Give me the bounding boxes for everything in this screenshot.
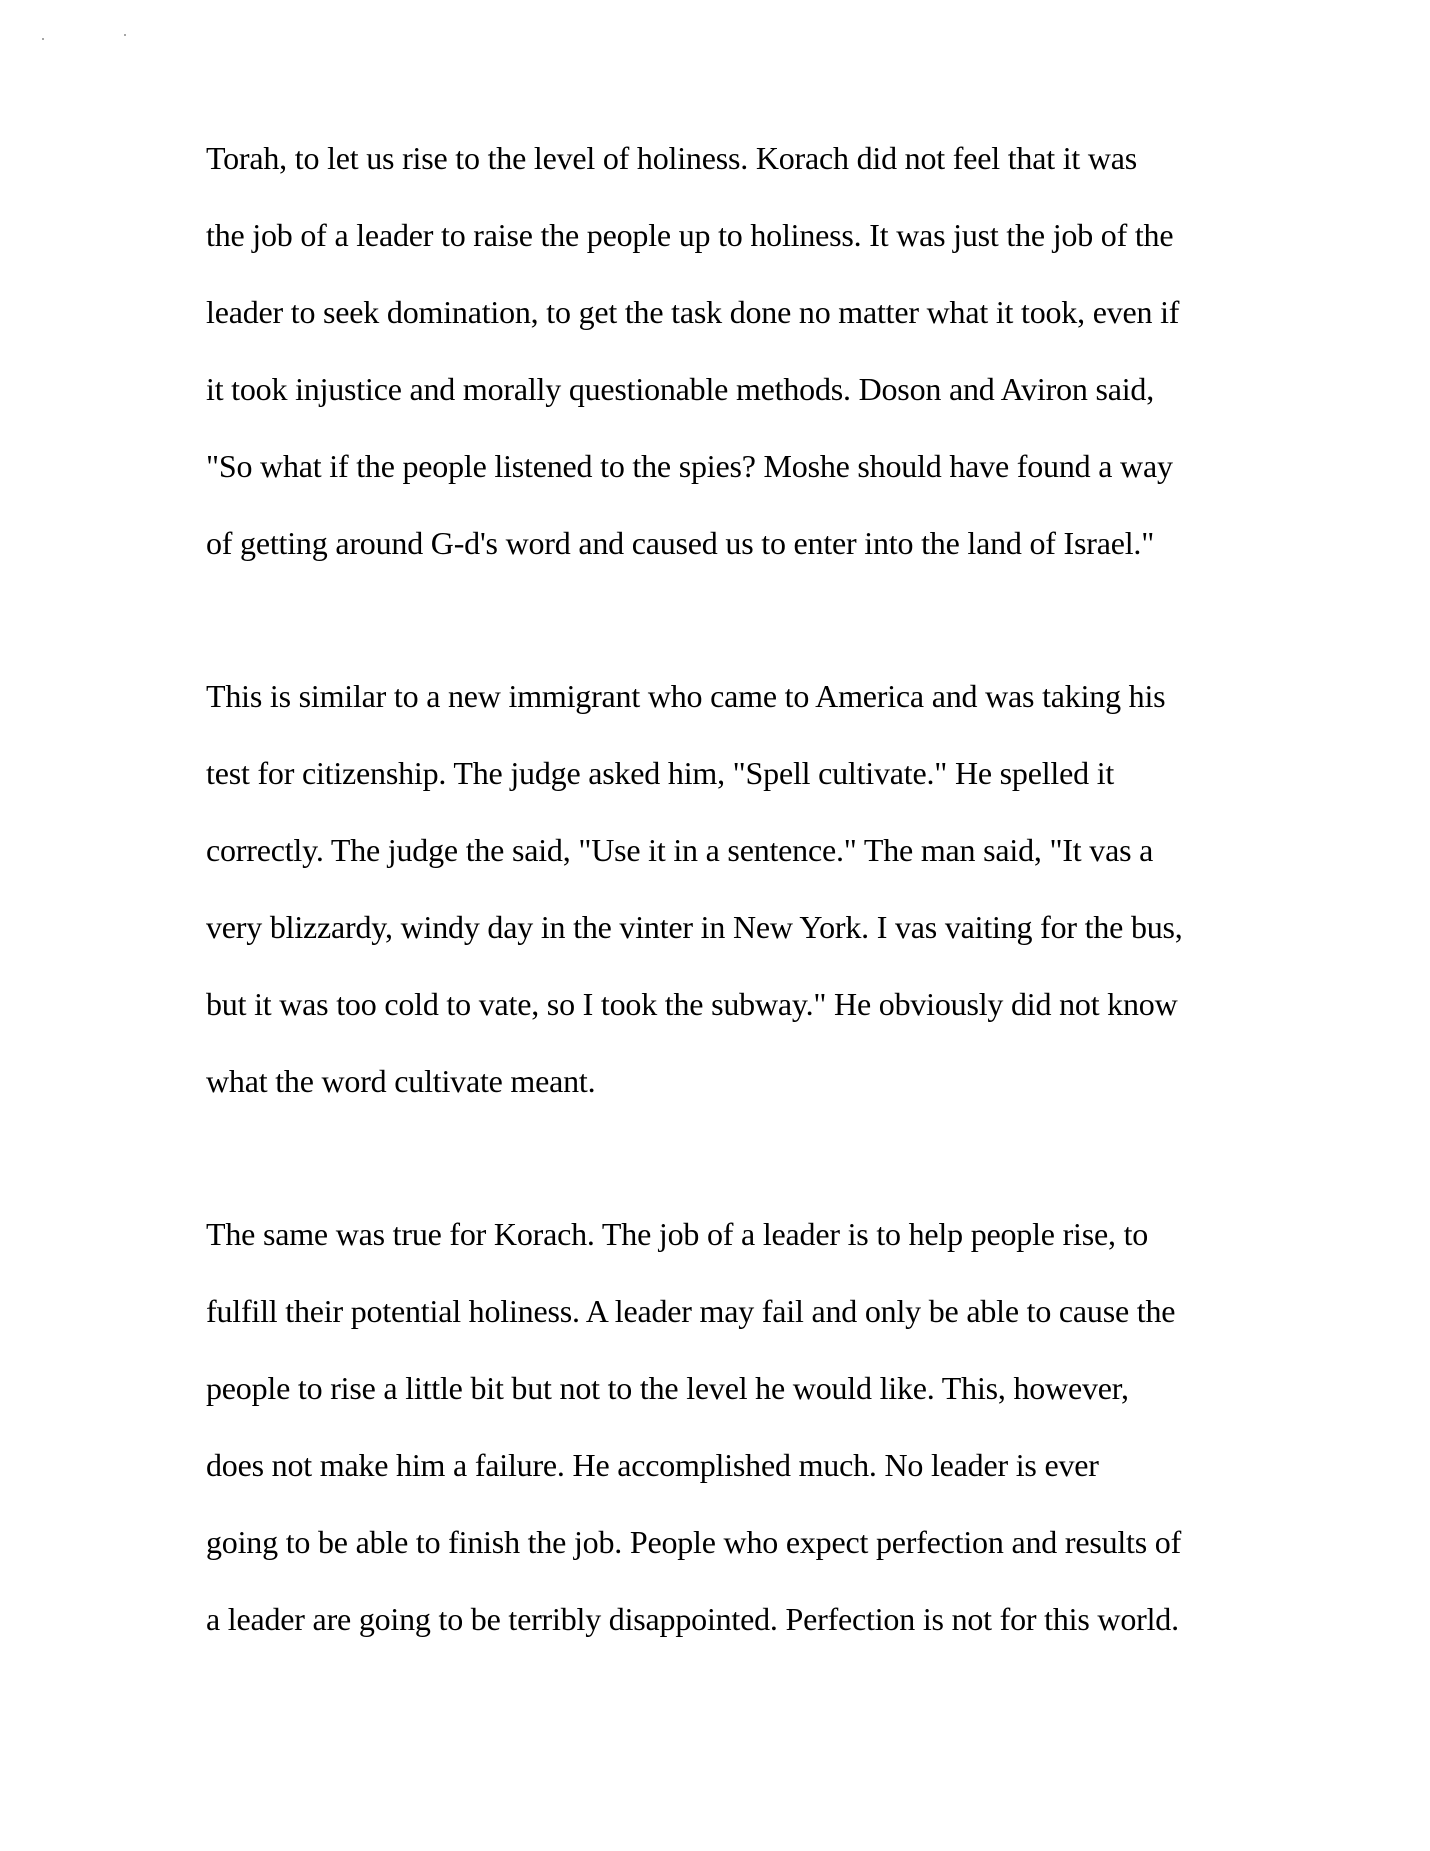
- text-line: does not make him a failure. He accomplished much. No leader is ever: [206, 1447, 1099, 1483]
- scan-speck: [42, 38, 44, 40]
- text-line: going to be able to finish the job. People who expect perfection and results of: [206, 1524, 1182, 1560]
- text-line: The same was true for Korach. The job of a leader is to help people rise, to: [206, 1216, 1149, 1252]
- text-line: what the word cultivate meant.: [206, 1063, 596, 1099]
- text-line: a leader are going to be terribly disappointed. Perfection is not for this world.: [206, 1601, 1179, 1637]
- text-line: the job of a leader to raise the people up to holiness. It was just the job of the: [206, 217, 1174, 253]
- text-line: Torah, to let us rise to the level of holiness. Korach did not feel that it was: [206, 140, 1138, 176]
- text-line: This is similar to a new immigrant who came to America and was taking his: [206, 678, 1166, 714]
- text-line: test for citizenship. The judge asked him, "Spell cultivate." He spelled it: [206, 755, 1115, 791]
- text-line: correctly. The judge the said, "Use it in a sentence." The man said, "It vas a: [206, 832, 1154, 868]
- text-line: people to rise a little bit but not to the level he would like. This, however,: [206, 1370, 1129, 1406]
- text-line: fulfill their potential holiness. A leader may fail and only be able to cause the: [206, 1293, 1176, 1329]
- text-line: of getting around G-d's word and caused us to enter into the land of Israel.": [206, 525, 1155, 561]
- text-line: leader to seek domination, to get the task done no matter what it took, even if: [206, 294, 1180, 330]
- scan-speck: [124, 34, 126, 36]
- text-line: it took injustice and morally questionable methods. Doson and Aviron said,: [206, 371, 1155, 407]
- text-line: very blizzardy, windy day in the vinter in New York. I vas vaiting for the bus,: [206, 909, 1183, 945]
- text-line: "So what if the people listened to the spies? Moshe should have found a way: [206, 448, 1173, 484]
- text-line: but it was too cold to vate, so I took the subway." He obviously did not know: [206, 986, 1178, 1022]
